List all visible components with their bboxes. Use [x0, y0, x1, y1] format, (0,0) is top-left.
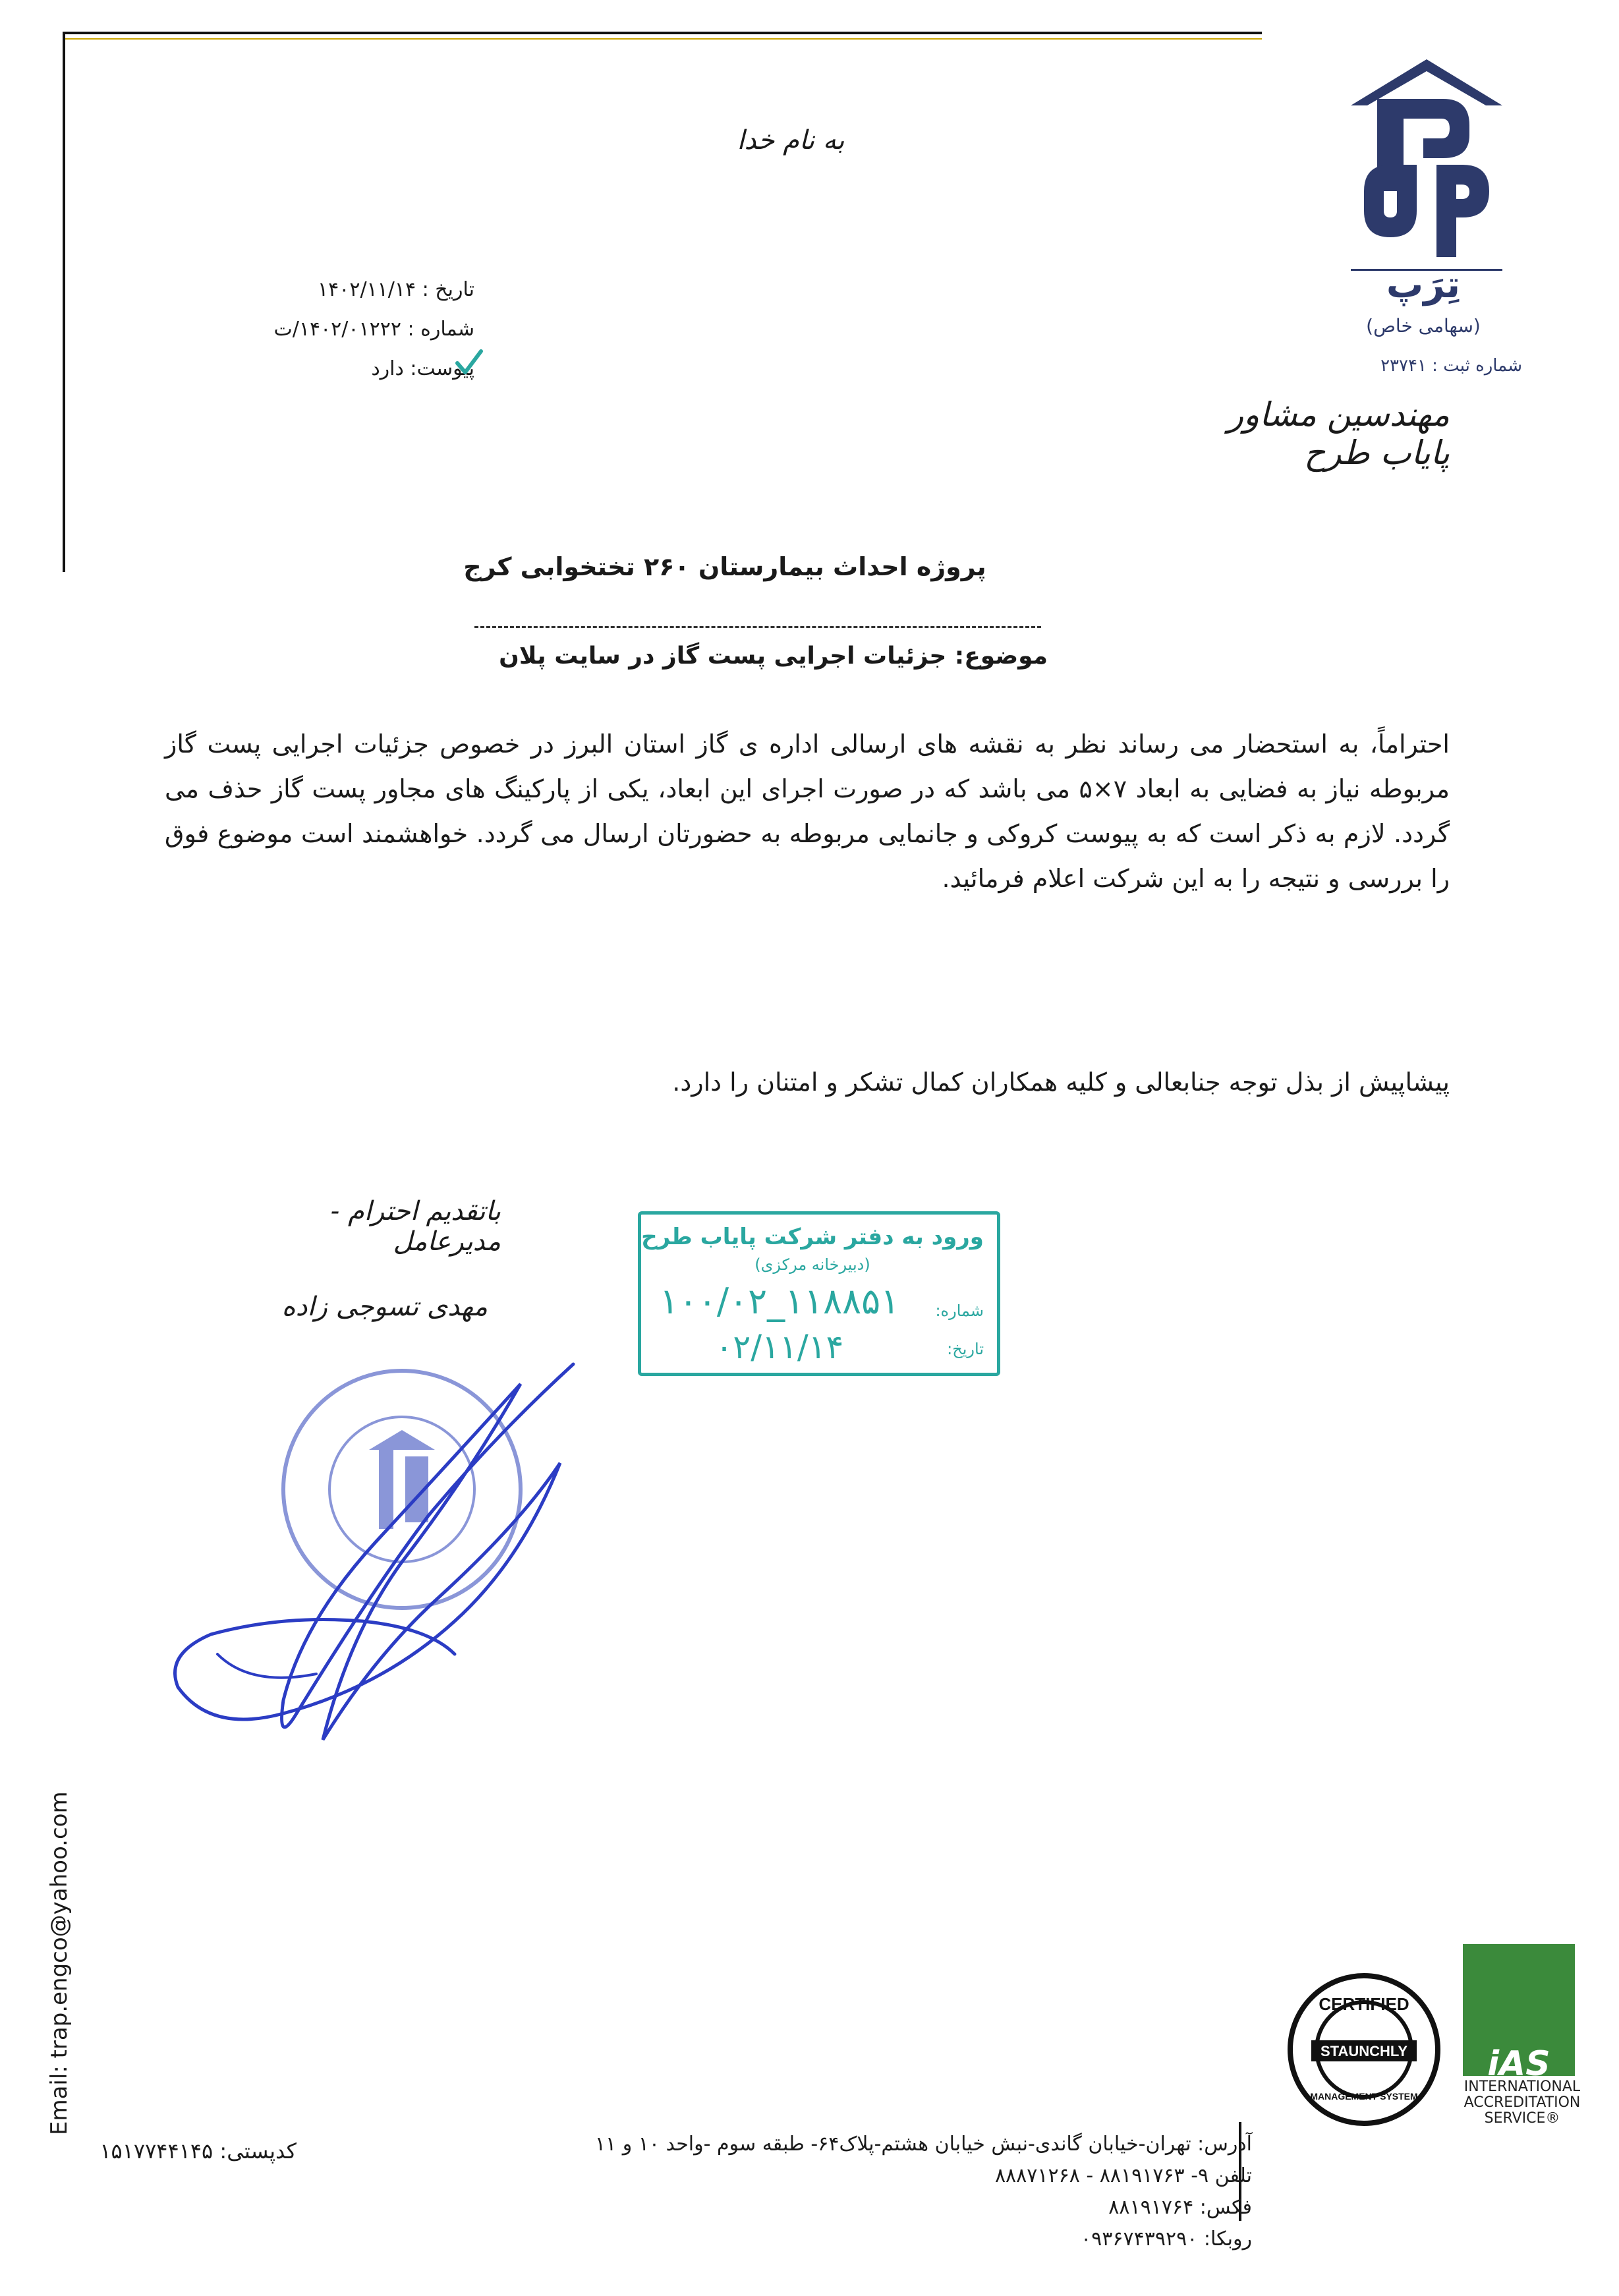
- certified-badge-icon: [1285, 1970, 1443, 2129]
- letter-body: احتراماً، به استحضار می رساند نظر به نقشه های ارسالی اداره ی گاز استان البرز در خصوص جزئیات اجرایی پست گاز مربوطه نیاز به فضایی به ابعاد ۷×۵ می باشد که در صورت اجرای این ابعاد، یکی از پارکینگ های مجاور پست گاز حذف می گردد. لازم به ذکر است که به پیوست کروکی و جانمایی مربوطه به حضورتان ارسال می گردد. خواهشمند است موضوع فوق را بررسی و نتیجه را به این شرکت اعلام فرمائید.: [165, 730, 1450, 893]
- top-border-line: [63, 32, 1262, 34]
- ias-badge: [1463, 1944, 1581, 2129]
- fax-line: فکس: ۸۸۱۹۱۷۶۴: [1108, 2196, 1252, 2219]
- letter-subject: موضوع: جزئیات اجرایی پست گاز در سایت پلان: [499, 643, 1048, 670]
- stamp-subtitle: (دبیرخانه مرکزی): [754, 1255, 870, 1274]
- letter-number: شماره : ۱۴۰۲/۰۱۲۲۲/ت: [273, 318, 474, 341]
- stamp-number: ۱۰۰/۰۲_۱۱۸۸۵۱: [659, 1280, 900, 1322]
- check-icon: [455, 347, 484, 376]
- stamp-number-label: شماره:: [935, 1302, 984, 1320]
- mobile-line: روبکا: ۰۹۳۶۷۴۳۹۲۹۰: [1081, 2227, 1252, 2251]
- letter-attachment: پیوست: دارد: [371, 357, 474, 380]
- bismillah: به نام خدا: [737, 125, 845, 156]
- firm-name: مهندسین مشاور پایاب طرح: [1227, 395, 1450, 472]
- letter-closing: پیشاپیش از بذل توجه جنابعالی و کلیه همکاران کمال تشکر و امتنان را دارد.: [672, 1068, 1450, 1097]
- badge-management-text: MANAGEMENT SYSTEM: [1310, 2091, 1418, 2102]
- signature-icon: [152, 1344, 639, 1766]
- company-name: تِرَپ: [1386, 264, 1461, 306]
- stamp-title: ورود به دفتر شرکت پایاب طرح: [641, 1224, 984, 1250]
- company-type: (سهامی خاص): [1366, 315, 1481, 337]
- postal-code: کدپستی: ۱۵۱۷۷۴۴۱۴۵: [99, 2138, 297, 2164]
- stamp-date-label: تاریخ:: [947, 1340, 984, 1358]
- letter-meta: [250, 270, 474, 389]
- ias-text: INTERNATIONAL ACCREDITATION SERVICE®: [1463, 2079, 1581, 2127]
- registration-stamp: [638, 1211, 1000, 1376]
- badge-staunchly-text: STAUNCHLY: [1320, 2043, 1408, 2059]
- ias-logo-text: iAS: [1487, 2044, 1550, 2084]
- project-title: پروژه احداث بیمارستان ۲۶۰ تختخوابی کرج: [463, 552, 986, 581]
- letter-date: تاریخ : ۱۴۰۲/۱۱/۱۴: [318, 278, 474, 301]
- top-accent-line: [63, 38, 1262, 40]
- regards-line: باتقدیم احترام - مدیرعامل: [330, 1196, 501, 1257]
- company-email: Email: trap.engco@yahoo.com: [46, 1791, 72, 2135]
- address-line: آدرس: تهران-خیابان گاندی-نبش خیابان هشتم-پلاک۶۴- طبقه سوم -واحد ۱۰ و ۱۱: [594, 2133, 1252, 2156]
- phone-line: تلفن ۹- ۸۸۱۹۱۷۶۳ - ۸۸۸۷۱۲۶۸: [994, 2164, 1252, 2187]
- title-divider: [474, 626, 1041, 628]
- company-address: [488, 2129, 1252, 2255]
- stamp-date: ۰۲/۱۱/۱۴: [715, 1328, 844, 1366]
- registration-number: شماره ثبت : ۲۳۷۴۱: [1380, 356, 1522, 376]
- signer-name: مهدی تسوجی زاده: [281, 1292, 488, 1322]
- badge-certified-text: CERTIFIED: [1319, 1994, 1409, 2014]
- left-border-line: [63, 32, 65, 572]
